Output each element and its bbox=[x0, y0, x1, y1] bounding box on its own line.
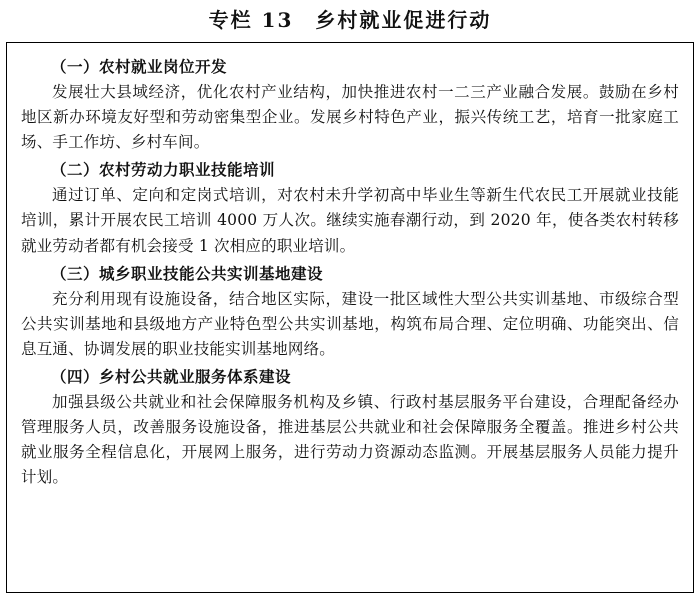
page-title: 专栏 13 乡村就业促进行动 bbox=[208, 8, 492, 32]
content-box bbox=[6, 42, 694, 593]
section-paragraph: 通过订单、定向和定岗式培训，对农村未升学初高中毕业生等新生代农民工开展就业技能培训，累计开展农民工培训 4000 万人次。继续实施春潮行动，到 2020 年，使各类农村转移就业劳动者都有机会接受 1 次相应的职业培训。 bbox=[21, 186, 679, 255]
section-heading: （二）农村劳动力职业技能培训 bbox=[51, 160, 276, 180]
section-paragraph: 发展壮大县域经济，优化农村产业结构，加快推进农村一二三产业融合发展。鼓励在乡村地区新办环境友好型和劳动密集型企业。发展乡村特色产业，振兴传统工艺，培育一批家庭工场、手工作坊、乡村车间。 bbox=[21, 83, 679, 152]
section-heading: （三）城乡职业技能公共实训基地建设 bbox=[51, 263, 324, 283]
section-heading: （四）乡村公共就业服务体系建设 bbox=[51, 367, 292, 387]
section-heading: （一）农村就业岗位开发 bbox=[51, 57, 228, 76]
section-paragraph: 加强县级公共就业和社会保障服务机构及乡镇、行政村基层服务平台建设，合理配备经办管理服务人员，改善服务设施设备，推进基层公共就业和社会保障服务全覆盖。推进乡村公共就业服务全程信息化，开展网上服务，进行劳动力资源动态监测。开展基层服务人员能力提升计划。 bbox=[21, 393, 679, 487]
section-paragraph: 充分利用现有设施设备，结合地区实际，建设一批区域性大型公共实训基地、市级综合型公共实训基地和县级地方产业特色型公共实训基地，构筑布局合理、定位明确、功能突出、信息互通、协调发展的职业技能实训基地网络。 bbox=[21, 289, 679, 358]
